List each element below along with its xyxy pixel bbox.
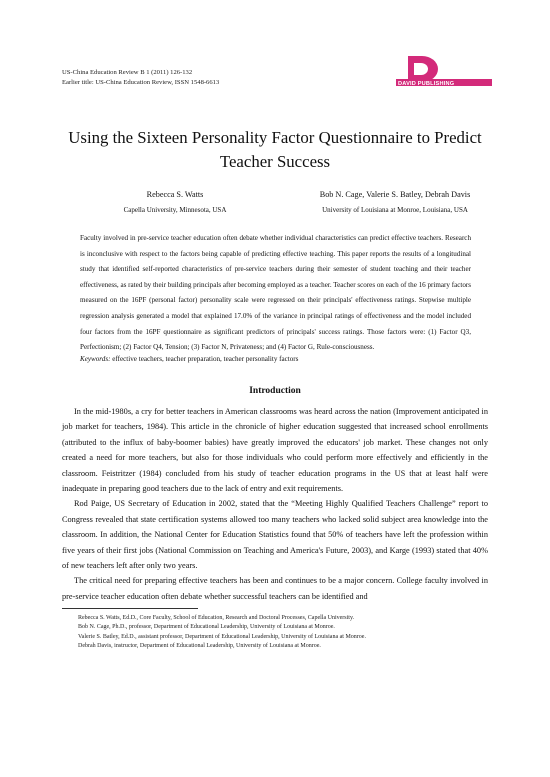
- paragraph: In the mid-1980s, a cry for better teachers in American classrooms was heard across the nation (Improvement anticipated in job market for teachers, 1984). This article in the chronicle of higher education suggested that increased school enrollments (attributed to the influx of baby-boomer babies) have greatly improved the educators' job market. These changes not only created a need for more teachers, but also for those individuals who could perform more effectively and efficiently in the classroom. Feistritzer (1984) concluded from his study of teacher education programs in the US that at least half were inadequate in preparing good teachers due to the lack of entry and exit requirements.: [62, 407, 488, 494]
- earlier-title: Earlier title: US-China Education Review, ISSN 1548-6613: [62, 79, 220, 86]
- paper-title-line-1: Using the Sixteen Personality Factor Questionnaire to Predict: [68, 128, 482, 147]
- footnotes: [78, 614, 498, 652]
- affiliation-right: University of Louisiana at Monroe, Louisiana, USA: [322, 206, 468, 214]
- journal-header: [62, 68, 219, 88]
- affiliation-left: Capella University, Minnesota, USA: [123, 206, 227, 214]
- footnote: Debrah Davis, instructor, Department of Educational Leadership, University of Louisiana at Monroe.: [78, 643, 321, 650]
- keywords: [80, 355, 471, 363]
- paragraph: The critical need for preparing effective teachers has been and continues to be a major concern. College faculty involved in pre-service teacher education often debate whether successful teachers can be identified and: [62, 576, 488, 601]
- footnote-divider: [62, 608, 198, 609]
- keywords-text: effective teachers, teacher preparation, teacher personality factors: [112, 355, 299, 363]
- footnote: Valerie S. Batley, Ed.D., assistant professor, Department of Educational Leadership, University of Louisiana at Monroe.: [78, 633, 366, 640]
- abstract: Faculty involved in pre-service teacher education often debate whether individual characteristics can predict effective teachers. Research is inconclusive with respect to the factors being capable of predicting effective teaching. This paper reports the results of a longitudinal study that identified self-reported characteristics of pre-service teachers during their semester of student teaching and their teacher effectiveness, as rated by their building principals after becoming employed as a teacher. Teacher scores on each of the 16 primary factors measured on the 16PF (personal factor) personality scale were regressed on their principals' effectiveness ratings. Stepwise multiple regression analysis generated a model that explained 17.0% of the variance in principal ratings of effectiveness and the model included four factors from the 16PF questionnaire as significant predictors of principals' success ratings. Those factors were: (1) Factor Q3, Perfectionism; (2) Factor Q4, Tension; (3) Factor N, Privateness; and (4) Factor G, Rule-consciousness.: [80, 234, 472, 352]
- footnote: Bob N. Cage, Ph.D., professor, Department of Educational Leadership, University of Louisiana at Monroe.: [78, 624, 335, 631]
- author-left: Rebecca S. Watts: [146, 190, 204, 199]
- keywords-label: Keywords:: [80, 355, 111, 363]
- introduction-body: [62, 404, 488, 604]
- journal-citation: US-China Education Review B 1 (2011) 126-132: [62, 69, 193, 76]
- publisher-logo-text: DAVID PUBLISHING: [398, 81, 455, 87]
- footnote: Rebecca S. Watts, Ed.D., Core Faculty, School of Education, Research and Doctoral Processes, Capella University.: [78, 615, 355, 621]
- paragraph: Rod Paige, US Secretary of Education in 2002, stated that the “Meeting Highly Qualified Teachers Challenge” report to Congress revealed that state certification systems allowed too many teachers who lacked solid subject area knowledge into the classroom. In addition, the National Center for Education Statistics found that 50% of teachers have left the profession within five years of their first jobs (National Commission on Teaching and America's Future, 2003), and Karge (1993) stated that 40% of new teachers left after only two years.: [62, 499, 488, 571]
- publisher-logo: [386, 50, 496, 92]
- paper-title-line-2: Teacher Success: [219, 152, 331, 171]
- author-right: Bob N. Cage, Valerie S. Batley, Debrah Davis: [319, 190, 471, 199]
- section-heading-introduction: Introduction: [249, 386, 301, 396]
